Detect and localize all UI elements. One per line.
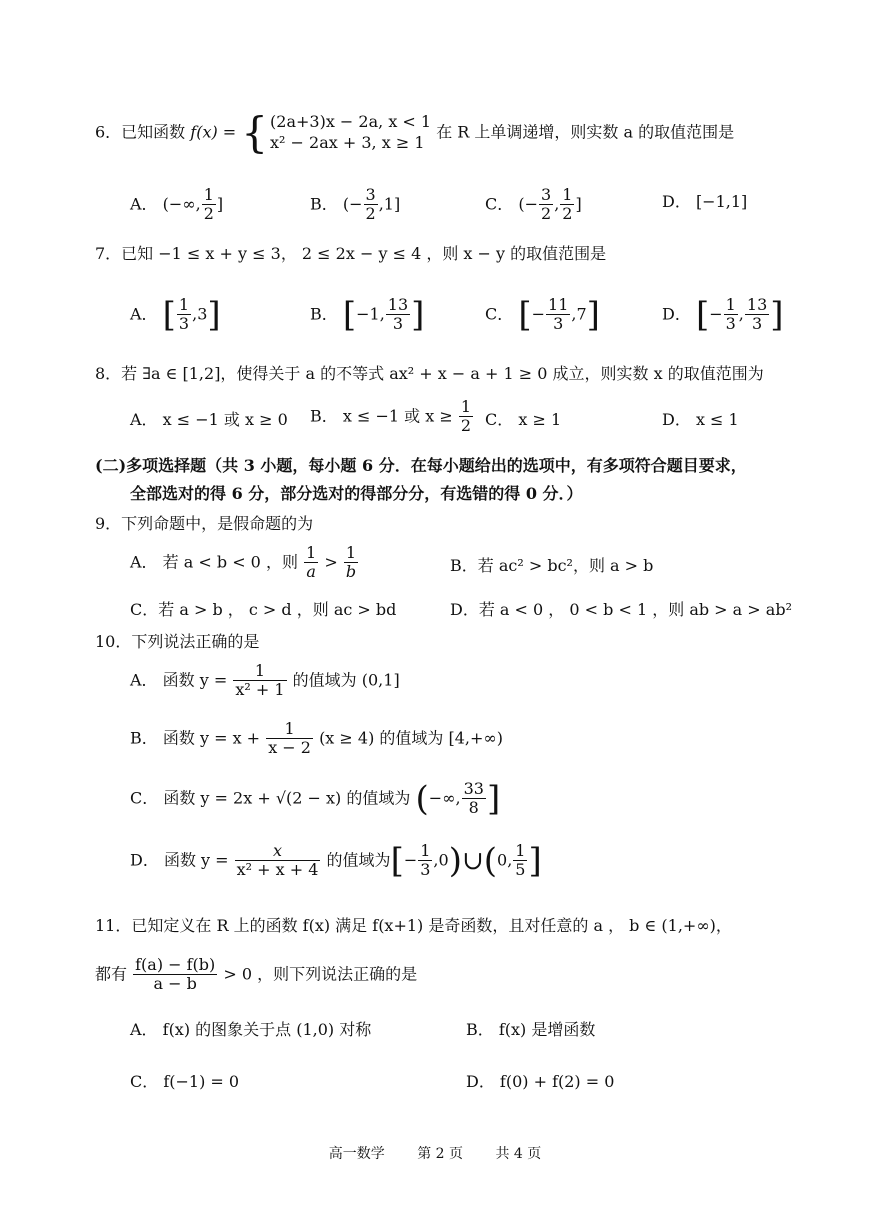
option-text: (−∞, bbox=[162, 194, 201, 214]
option-label: C． bbox=[485, 410, 514, 429]
option-text: ,3 bbox=[192, 304, 208, 324]
numerator: 11 bbox=[548, 295, 569, 314]
numerator: 1 bbox=[515, 841, 526, 860]
left-paren-icon: ( bbox=[483, 840, 498, 881]
left-bracket-icon: [ bbox=[518, 294, 532, 335]
option-text: x ≤ −1 或 x ≥ bbox=[342, 406, 453, 426]
option-text: 函数 y = 2x + √(2 − x) 的值域为 bbox=[163, 788, 411, 808]
numerator: 1 bbox=[178, 295, 190, 314]
q9-option-b[interactable]: B．若 ac² > bc²，则 a > b bbox=[450, 556, 654, 575]
denominator: 2 bbox=[460, 416, 472, 436]
option-label: C． bbox=[485, 194, 514, 214]
option-text: x ≥ 1 bbox=[518, 410, 562, 429]
numerator: x bbox=[235, 842, 321, 861]
q6-fx: f(x) = bbox=[190, 122, 237, 142]
numerator: f(a) − f(b) bbox=[135, 955, 216, 974]
question-6 bbox=[95, 108, 735, 157]
q6-piecewise bbox=[241, 108, 432, 157]
option-text: [−1,1] bbox=[695, 192, 748, 211]
q6-prefix: 6．已知函数 bbox=[95, 122, 186, 142]
q10-option-b[interactable] bbox=[130, 720, 503, 758]
q6-option-d[interactable] bbox=[662, 192, 747, 211]
denominator: 3 bbox=[553, 314, 564, 334]
option-label: A． bbox=[130, 194, 158, 214]
q7-option-a[interactable] bbox=[130, 296, 221, 334]
denominator: 3 bbox=[725, 314, 736, 334]
option-text: > bbox=[324, 552, 338, 572]
q7-option-c[interactable] bbox=[485, 296, 600, 334]
denominator: 3 bbox=[751, 314, 763, 334]
option-label: C． bbox=[130, 788, 159, 808]
question-11-line-2 bbox=[95, 956, 417, 994]
left-bracket-icon: [ bbox=[342, 294, 357, 335]
fraction bbox=[459, 398, 473, 436]
q11-option-d[interactable]: D． f(0) + f(2) = 0 bbox=[466, 1072, 615, 1091]
option-label: A． bbox=[130, 304, 158, 324]
left-paren-icon: ( bbox=[415, 778, 429, 819]
footer-subject: 高一数学 bbox=[328, 1146, 385, 1162]
option-text: ] bbox=[575, 194, 582, 214]
option-label: B． bbox=[130, 728, 158, 748]
numerator: 1 bbox=[460, 397, 472, 416]
option-text: , bbox=[738, 304, 744, 324]
q11-text: > 0 ，则下列说法正确的是 bbox=[223, 964, 418, 984]
option-text: (x ≥ 4) 的值域为 [4,+∞) bbox=[319, 728, 503, 748]
numerator: 1 bbox=[420, 841, 431, 860]
section-2-header-line-2: 全部选对的得 6 分，部分选对的得部分分，有选错的得 0 分．） bbox=[130, 484, 583, 503]
option-label: B． bbox=[310, 304, 338, 324]
q10-option-d[interactable] bbox=[130, 842, 542, 880]
left-brace-icon: { bbox=[241, 108, 269, 157]
denominator: 3 bbox=[420, 860, 431, 880]
right-bracket-icon: ] bbox=[411, 294, 425, 335]
q9-option-c[interactable]: C．若 a > b ， c > d ，则 ac > bd bbox=[130, 600, 397, 619]
q6-case-1: (2a+3)x − 2a, x < 1 bbox=[270, 112, 432, 132]
numerator: 1 bbox=[266, 720, 313, 739]
fraction bbox=[418, 842, 432, 880]
fraction bbox=[266, 720, 313, 758]
question-10: 10．下列说法正确的是 bbox=[95, 632, 260, 651]
q6-option-a[interactable] bbox=[130, 186, 223, 224]
numerator: 13 bbox=[746, 295, 768, 314]
q8-option-b[interactable] bbox=[310, 398, 474, 436]
fraction bbox=[539, 186, 553, 224]
question-7: 7．已知 −1 ≤ x + y ≤ 3， 2 ≤ 2x − y ≤ 4 ，则 x − y 的取值范围是 bbox=[95, 244, 607, 263]
denominator: 2 bbox=[541, 204, 552, 224]
q6-option-c[interactable] bbox=[485, 186, 582, 224]
denominator: x − 2 bbox=[268, 738, 311, 758]
denominator: 2 bbox=[365, 204, 376, 224]
right-bracket-icon: ] bbox=[770, 294, 784, 335]
fraction bbox=[344, 544, 358, 582]
denominator: x² + 1 bbox=[235, 680, 285, 700]
option-label: A． bbox=[130, 670, 158, 690]
option-label: B． bbox=[310, 194, 338, 214]
fraction bbox=[235, 842, 321, 880]
union-symbol: ∪ bbox=[461, 845, 484, 876]
right-bracket-icon: ] bbox=[207, 294, 221, 335]
footer-page: 第 2 页 bbox=[417, 1146, 463, 1162]
denominator: 2 bbox=[562, 204, 573, 224]
right-bracket-icon: ] bbox=[586, 294, 600, 335]
q11-option-c[interactable]: C． f(−1) = 0 bbox=[130, 1072, 240, 1091]
fraction bbox=[233, 662, 286, 700]
option-label: D． bbox=[130, 850, 159, 870]
q8-option-c[interactable] bbox=[485, 410, 561, 429]
option-text: ,0 bbox=[433, 850, 449, 870]
fraction bbox=[745, 296, 769, 334]
denominator: 3 bbox=[392, 314, 404, 334]
option-text: x ≤ −1 或 x ≥ 0 bbox=[162, 410, 288, 429]
left-bracket-icon: [ bbox=[695, 294, 710, 335]
right-bracket-icon: ] bbox=[486, 778, 501, 819]
numerator: 3 bbox=[365, 185, 376, 204]
option-text: ,7 bbox=[571, 304, 587, 324]
numerator: 13 bbox=[387, 295, 409, 314]
q7-option-b[interactable] bbox=[310, 296, 424, 334]
option-text: 0, bbox=[497, 850, 513, 870]
option-text: , bbox=[554, 194, 560, 214]
fraction bbox=[202, 186, 216, 224]
option-text: 函数 y = x + bbox=[162, 728, 261, 748]
section-2-header-line-1: (二)多项选择题（共 3 小题，每小题 6 分．在每小题给出的选项中，有多项符合题目要求， bbox=[95, 456, 747, 475]
option-text: − bbox=[403, 850, 418, 870]
option-text: −∞, bbox=[428, 788, 461, 808]
numerator: 3 bbox=[541, 185, 552, 204]
option-text: (− bbox=[518, 194, 538, 214]
option-text: 的值域为 (0,1] bbox=[292, 670, 400, 690]
option-text: ,1] bbox=[378, 194, 401, 214]
option-text: x ≤ 1 bbox=[695, 410, 739, 429]
q10-option-c[interactable] bbox=[130, 780, 500, 818]
question-8: 8．若 ∃a ∈ [1,2]，使得关于 a 的不等式 ax² + x − a + 1 ≥ 0 成立，则实数 x 的取值范围为 bbox=[95, 364, 764, 383]
footer-total: 共 4 页 bbox=[495, 1146, 542, 1162]
fraction bbox=[133, 956, 217, 994]
q6-case-2: x² − 2ax + 3, x ≥ 1 bbox=[270, 133, 425, 152]
denominator: a − b bbox=[153, 974, 197, 994]
right-bracket-icon: ] bbox=[528, 840, 542, 881]
q11-option-b[interactable]: B． f(x) 是增函数 bbox=[466, 1020, 596, 1039]
numerator: 1 bbox=[344, 544, 358, 563]
denominator: b bbox=[345, 562, 357, 582]
q6-suffix: 在 R 上单调递增，则实数 a 的取值范围是 bbox=[436, 122, 735, 142]
left-bracket-icon: [ bbox=[390, 840, 404, 881]
option-label: D． bbox=[662, 410, 691, 429]
option-label: B． bbox=[310, 406, 338, 426]
fraction bbox=[364, 186, 378, 224]
q6-option-b[interactable] bbox=[310, 186, 400, 224]
denominator: x² + x + 4 bbox=[236, 860, 319, 880]
option-text: 函数 y = bbox=[163, 850, 229, 870]
numerator: 1 bbox=[203, 185, 214, 204]
option-label: A． bbox=[130, 410, 158, 429]
option-label: D． bbox=[662, 304, 691, 324]
left-bracket-icon: [ bbox=[162, 294, 176, 335]
q10-option-a[interactable] bbox=[130, 662, 400, 700]
numerator: 1 bbox=[725, 295, 736, 314]
option-text: −1, bbox=[356, 304, 385, 324]
denominator: 5 bbox=[515, 860, 526, 880]
option-label: D． bbox=[662, 192, 691, 211]
option-text: 若 a < b < 0 ，则 bbox=[162, 552, 298, 572]
fraction bbox=[462, 780, 486, 818]
fraction bbox=[304, 544, 318, 582]
option-label: A． bbox=[130, 552, 158, 572]
page-footer bbox=[0, 1143, 870, 1163]
denominator: 8 bbox=[468, 798, 479, 818]
q7-option-d[interactable] bbox=[662, 296, 784, 334]
q11-text: 都有 bbox=[95, 964, 128, 984]
numerator: 33 bbox=[463, 779, 484, 798]
denominator: 3 bbox=[178, 314, 190, 334]
fraction bbox=[560, 186, 574, 224]
numerator: 1 bbox=[233, 662, 286, 681]
fraction bbox=[177, 296, 191, 334]
q9-option-a[interactable] bbox=[130, 544, 359, 582]
option-text: 的值域为 bbox=[326, 850, 391, 870]
q11-option-a[interactable]: A． f(x) 的图象关于点 (1,0) 对称 bbox=[130, 1020, 372, 1039]
question-11-line-1: 11．已知定义在 R 上的函数 f(x) 满足 f(x+1) 是奇函数，且对任意的 a ， b ∈ (1,+∞)， bbox=[95, 916, 732, 935]
right-paren-icon: ) bbox=[448, 840, 462, 881]
fraction bbox=[546, 296, 570, 334]
option-text: ] bbox=[216, 194, 224, 214]
numerator: 1 bbox=[562, 185, 573, 204]
q9-option-d[interactable]: D．若 a < 0 ， 0 < b < 1 ，则 ab > a > ab² bbox=[450, 600, 792, 619]
question-9: 9．下列命题中，是假命题的为 bbox=[95, 514, 314, 533]
fraction bbox=[386, 296, 410, 334]
option-text: (− bbox=[342, 194, 363, 214]
q8-option-a[interactable] bbox=[130, 410, 288, 429]
option-label: C． bbox=[485, 304, 514, 324]
option-text: − bbox=[531, 304, 546, 324]
denominator: 2 bbox=[203, 204, 214, 224]
numerator: 1 bbox=[306, 543, 317, 562]
denominator: a bbox=[306, 562, 316, 582]
q8-option-d[interactable] bbox=[662, 410, 739, 429]
option-text: − bbox=[709, 304, 723, 324]
fraction bbox=[513, 842, 527, 880]
option-text: 函数 y = bbox=[162, 670, 228, 690]
fraction bbox=[724, 296, 738, 334]
